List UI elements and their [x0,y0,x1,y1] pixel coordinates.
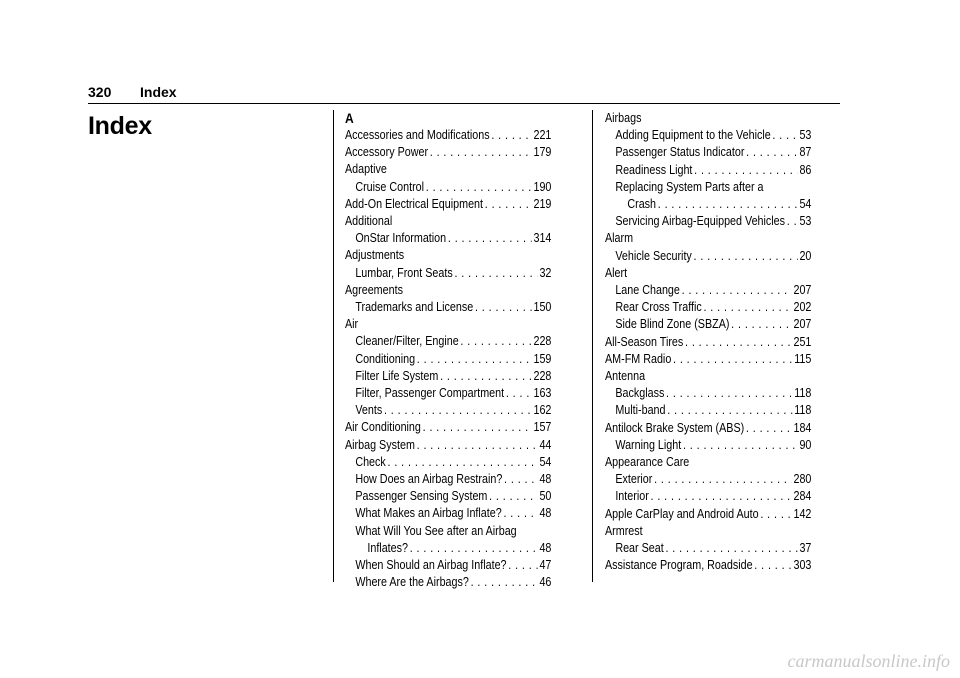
entry-page-number: 50 [539,489,552,504]
entry-text: All-Season Tires [605,334,684,349]
entry-page-number: 118 [794,386,812,401]
section-letter: A [345,110,354,126]
entry-page-number: 280 [793,472,812,487]
entry-text: Vents [355,403,383,418]
entry-text: Cruise Control [355,179,425,194]
entry-page-number: 184 [793,420,812,435]
dot-leader [489,488,538,505]
entry-page-number: 32 [539,265,552,280]
entry-text: Rear Cross Traffic [615,300,702,315]
entry-page-number: 48 [539,506,552,521]
dot-leader [460,333,531,350]
index-entry [605,213,811,230]
index-entry [605,265,811,282]
index-entry [345,213,551,230]
column-divider [592,110,593,582]
dot-leader [430,144,532,161]
index-entry [345,419,551,436]
entry-page-number: 44 [539,437,552,452]
entry-text: Exterior [615,472,653,487]
entry-text: Conditioning [355,351,416,366]
entry-page-number: 54 [539,454,552,469]
entry-text: AM-FM Radio [605,351,672,366]
index-entry [345,523,551,540]
index-entry [345,454,551,471]
dot-leader [683,437,798,454]
dot-leader [694,162,798,179]
entry-text: Readiness Light [615,162,693,177]
entry-text: Airbag System [345,437,415,452]
dot-leader [504,471,538,488]
entry-text: Adjustments [345,248,405,263]
entry-text: Inflates? [367,540,409,555]
index-entry [605,557,811,574]
index-entry [345,540,551,557]
entry-page-number: 251 [793,334,812,349]
index-entry [605,196,811,213]
entry-page-number: 190 [533,179,552,194]
index-entry [345,179,551,196]
dot-leader [760,506,791,523]
header-rule [88,103,840,104]
index-entry [345,127,551,144]
entry-page-number: 53 [799,128,812,143]
index-entry [345,505,551,522]
index-entry [345,196,551,213]
entry-text: Servicing Airbag-Equipped Vehicles [615,214,786,229]
entry-text: Filter, Passenger Compartment [355,386,505,401]
dot-leader [682,282,792,299]
dot-leader [658,196,798,213]
index-entry [345,402,551,419]
entry-page-number: 163 [533,386,552,401]
index-entry [605,334,811,351]
entry-text: OnStar Information [355,231,447,246]
entry-text: Vehicle Security [615,248,692,263]
index-entry [345,488,551,505]
entry-page-number: 53 [799,214,812,229]
index-entry [605,248,811,265]
entry-text: How Does an Airbag Restrain? [355,472,503,487]
dot-leader [673,351,793,368]
entry-text: Agreements [345,282,403,297]
entry-page-number: 157 [533,420,552,435]
dot-leader [410,540,538,557]
index-column-1 [345,110,551,591]
dot-leader [417,437,538,454]
entry-text: Lumbar, Front Seats [355,265,453,280]
index-entry [345,471,551,488]
entry-page-number: 179 [533,145,552,160]
dot-leader [506,385,532,402]
entry-text: When Should an Airbag Inflate? [355,558,507,573]
entry-text: Armrest [605,523,643,538]
index-entry [345,574,551,591]
index-entry [345,385,551,402]
dot-leader [667,402,792,419]
index-entry [605,179,811,196]
index-entry [345,282,551,299]
entry-text: Passenger Status Indicator [615,145,745,160]
index-entry [605,351,811,368]
dot-leader [475,299,532,316]
entry-text: Alarm [605,231,634,246]
index-entry [605,144,811,161]
index-entry [345,144,551,161]
entry-text: Accessory Power [345,145,429,160]
entry-text: Adding Equipment to the Vehicle [615,128,771,143]
index-entry [605,506,811,523]
entry-page-number: 46 [539,575,552,590]
dot-leader [666,385,792,402]
entry-page-number: 37 [799,541,812,556]
entry-page-number: 54 [799,197,812,212]
entry-page-number: 219 [533,196,552,211]
entry-text: Side Blind Zone (SBZA) [615,317,730,332]
index-entry [605,540,811,557]
index-entry [605,454,811,471]
entry-text: Check [355,454,386,469]
entry-page-number: 20 [799,248,812,263]
index-entry [605,437,811,454]
entry-page-number: 228 [533,334,552,349]
dot-leader [485,196,532,213]
entry-text: Lane Change [615,283,680,298]
dot-leader [787,213,798,230]
dot-leader [454,265,537,282]
index-entry [605,368,811,385]
entry-page-number: 142 [793,506,812,521]
entry-page-number: 118 [794,403,812,418]
dot-leader [694,248,798,265]
index-entry [605,282,811,299]
entry-page-number: 159 [533,351,552,366]
entry-page-number: 115 [794,351,812,366]
dot-leader [746,420,792,437]
dot-leader [703,299,791,316]
entry-page-number: 162 [533,403,552,418]
entry-text: Apple CarPlay and Android Auto [605,506,759,521]
dot-leader [440,368,532,385]
index-entry [605,110,811,127]
entry-text: Accessories and Modifications [345,128,490,142]
entry-text: Assistance Program, Roadside [605,558,753,573]
index-entry [605,420,811,437]
entry-text: Add-On Electrical Equipment [345,196,484,211]
index-entry [605,488,811,505]
index-entry [345,265,551,282]
index-entry [345,333,551,350]
entry-text: Rear Seat [615,541,664,556]
dot-leader [448,230,532,247]
page-number: 320 [88,84,112,100]
entry-text: Where Are the Airbags? [355,575,469,590]
entry-page-number: 303 [793,558,812,573]
page-title: Index [88,112,152,140]
entry-text: Appearance Care [605,455,690,470]
entry-page-number: 86 [799,162,812,177]
entry-text: Adaptive [345,162,387,177]
index-entry [345,351,551,368]
entry-text: What Makes an Airbag Inflate? [355,506,502,521]
entry-page-number: 202 [793,300,812,315]
section-name: Index [140,84,177,100]
index-entry [605,385,811,402]
dot-leader [731,316,792,333]
index-entry [605,316,811,333]
dot-leader [384,402,532,419]
index-entry [345,230,551,247]
entry-text: Trademarks and License [355,300,474,315]
column-divider [333,110,334,582]
dot-leader [754,557,791,574]
entry-text: Antenna [605,369,646,384]
entry-text: Airbags [605,111,642,125]
entry-page-number: 228 [533,368,552,383]
index-entry [605,162,811,179]
dot-leader [426,179,532,196]
page-header [88,84,177,100]
index-entry [345,247,551,264]
index-entry [345,161,551,178]
index-entry [345,437,551,454]
entry-text: Air [345,317,359,332]
entry-text: Passenger Sensing System [355,489,488,504]
dot-leader [772,127,797,144]
index-column-2 [605,110,811,574]
index-entry [605,127,811,144]
entry-text: Additional [345,214,393,229]
dot-leader [650,488,791,505]
entry-text: Cleaner/Filter, Engine [355,334,459,349]
entry-text: Air Conditioning [345,420,421,435]
dot-leader [665,540,797,557]
dot-leader [503,505,537,522]
entry-page-number: 314 [533,231,552,246]
entry-page-number: 221 [533,128,552,142]
dot-leader [388,454,538,471]
dot-leader [508,557,537,574]
entry-text: Filter Life System [355,368,439,383]
dot-leader [471,574,538,591]
index-entry [345,299,551,316]
dot-leader [654,471,792,488]
entry-page-number: 150 [533,300,552,315]
dot-leader [685,334,792,351]
dot-leader [491,127,531,144]
dot-leader [417,351,532,368]
entry-text: Backglass [615,386,665,401]
entry-page-number: 48 [539,540,552,555]
entry-page-number: 87 [799,145,812,160]
index-entry [345,557,551,574]
index-entry [605,471,811,488]
dot-leader [423,419,532,436]
entry-page-number: 48 [539,472,552,487]
entry-text: Interior [615,489,649,504]
index-entry [605,402,811,419]
index-entry [605,523,811,540]
entry-text: Antilock Brake System (ABS) [605,420,745,435]
index-entry-list [605,110,811,574]
index-entry [345,368,551,385]
entry-text: What Will You See after an Airbag [355,523,517,538]
entry-text: Replacing System Parts after a [615,179,764,194]
entry-page-number: 90 [799,437,812,452]
index-entry [605,299,811,316]
watermark: carmanualsonline.info [787,651,950,671]
index-entry-list [345,127,551,591]
entry-text: Crash [627,197,657,212]
entry-text: Alert [605,265,628,280]
entry-text: Warning Light [615,437,682,452]
entry-page-number: 47 [539,558,552,573]
dot-leader [746,144,798,161]
entry-page-number: 207 [793,283,812,298]
index-entry [345,316,551,333]
index-entry [605,230,811,247]
entry-page-number: 207 [793,317,812,332]
entry-text: Multi-band [615,403,666,418]
entry-page-number: 284 [793,489,812,504]
